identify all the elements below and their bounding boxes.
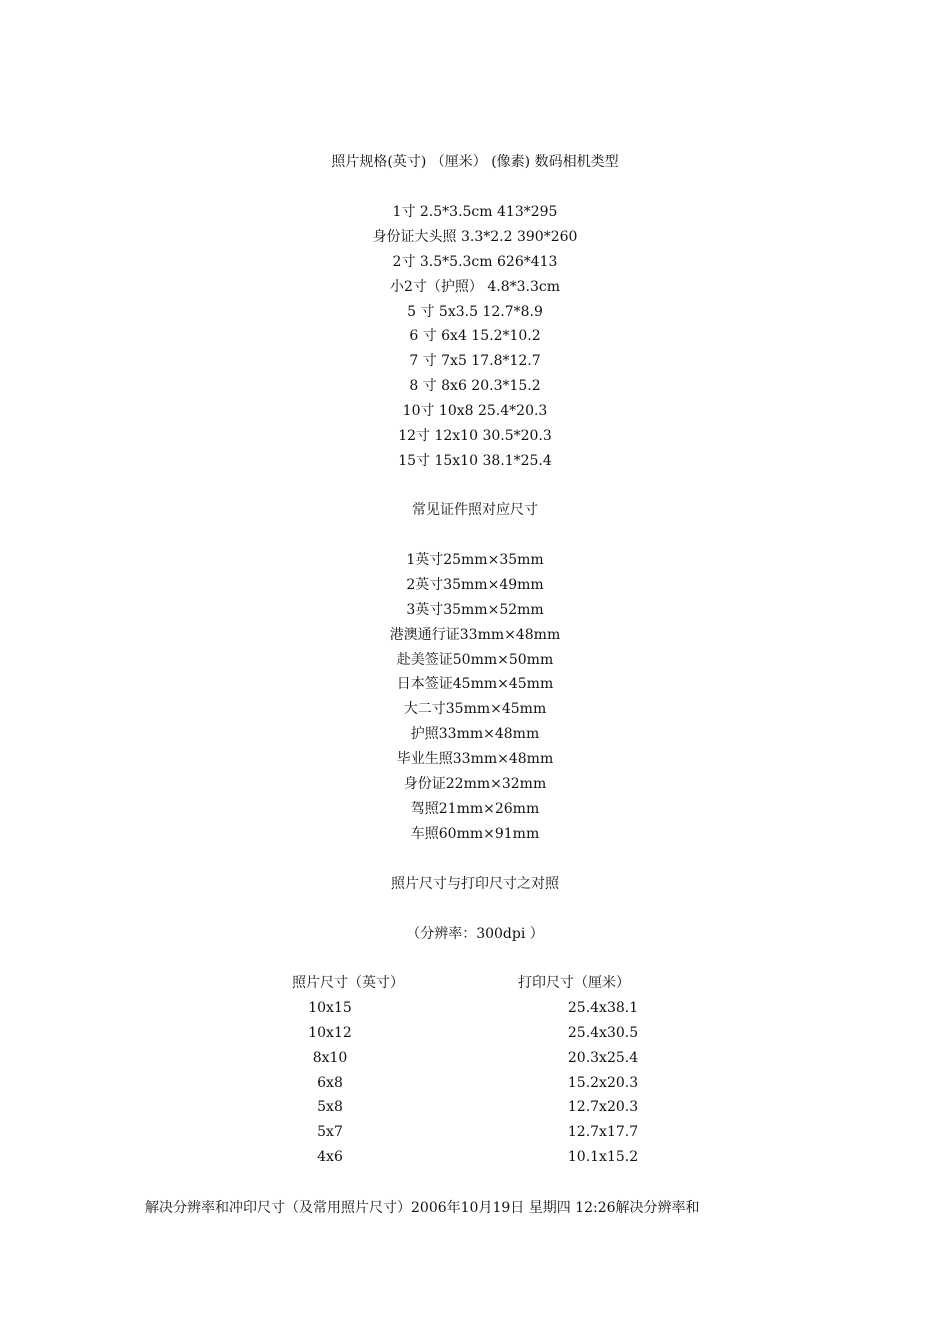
photo-spec-item: 身份证大头照 3.3*2.2 390*260 [372,228,578,245]
id-photo-item: 大二寸35mm×45mm [403,701,547,718]
table-row [0,1048,950,1073]
resolution-note: （分辨率：300dpi ） [406,926,544,942]
id-photo-item: 3英寸35mm×52mm [406,601,544,618]
photo-size-cell: 8x10 [312,1049,348,1066]
photo-spec-item: 6 寸 6x4 15.2*10.2 [409,328,541,345]
photo-size-cell: 5x8 [317,1099,343,1116]
print-size-cell: 20.3x25.4 [567,1049,639,1066]
id-photo-item: 驾照21mm×26mm [410,800,540,817]
id-photo-item: 车照60mm×91mm [410,825,540,842]
id-photo-item: 港澳通行证33mm×48mm [389,626,561,643]
photo-size-cell: 6x8 [317,1074,343,1091]
print-size-cell: 12.7x20.3 [567,1099,639,1116]
photo-spec-item: 10寸 10x8 25.4*20.3 [402,403,548,420]
photo-spec-item: 12寸 12x10 30.5*20.3 [398,428,552,445]
id-photo-item: 赴美签证50mm×50mm [396,651,554,668]
footer-text: 解决分辨率和冲印尺寸（及常用照片尺寸）2006年10月19日 星期四 12:26解决分辨率和 [145,1200,700,1216]
print-size-cell: 10.1x15.2 [567,1149,639,1166]
id-photo-item: 护照33mm×48mm [410,726,540,743]
photo-spec-item: 7 寸 7x5 17.8*12.7 [409,353,541,370]
table-header-row [0,973,950,998]
id-photo-title: 常见证件照对应尺寸 [412,502,538,518]
table-row [0,1023,950,1048]
photo-size-cell: 4x6 [317,1149,343,1166]
compare-title: 照片尺寸与打印尺寸之对照 [391,876,559,892]
id-photo-item: 毕业生照33mm×48mm [396,751,554,768]
print-size-cell: 12.7x17.7 [567,1124,639,1141]
id-photo-list [0,550,950,849]
photo-size-cell: 10x15 [308,999,352,1016]
table-row [0,1097,950,1122]
spec-header: 照片规格(英寸) （厘米） (像素) 数码相机类型 [331,154,619,170]
id-photo-item: 身份证22mm×32mm [403,776,547,793]
table-row [0,1073,950,1098]
id-photo-item: 2英寸35mm×49mm [406,576,544,593]
photo-spec-item: 5 寸 5x3.5 12.7*8.9 [407,303,543,320]
photo-spec-item: 小2寸（护照） 4.8*3.3cm [389,278,560,295]
size-compare-table [0,973,950,1172]
photo-size-cell: 10x12 [308,1024,352,1041]
photo-size-cell: 5x7 [317,1124,343,1141]
print-size-cell: 15.2x20.3 [567,1074,639,1091]
id-photo-item: 日本签证45mm×45mm [396,676,554,693]
photo-spec-item: 1寸 2.5*3.5cm 413*295 [392,204,558,220]
table-row [0,1122,950,1147]
print-size-cell: 25.4x38.1 [567,999,639,1016]
photo-spec-item: 2寸 3.5*5.3cm 626*413 [392,253,558,270]
print-size-cell: 25.4x30.5 [567,1024,639,1041]
photo-spec-list [0,202,950,476]
photo-spec-item: 8 寸 8x6 20.3*15.2 [409,378,541,395]
column-header-photo-size: 照片尺寸（英寸） [292,975,404,991]
table-row [0,1147,950,1172]
photo-spec-item: 15寸 15x10 38.1*25.4 [398,452,552,469]
column-header-print-size: 打印尺寸（厘米） [518,975,630,991]
table-row [0,998,950,1023]
id-photo-item: 1英寸25mm×35mm [406,552,544,568]
